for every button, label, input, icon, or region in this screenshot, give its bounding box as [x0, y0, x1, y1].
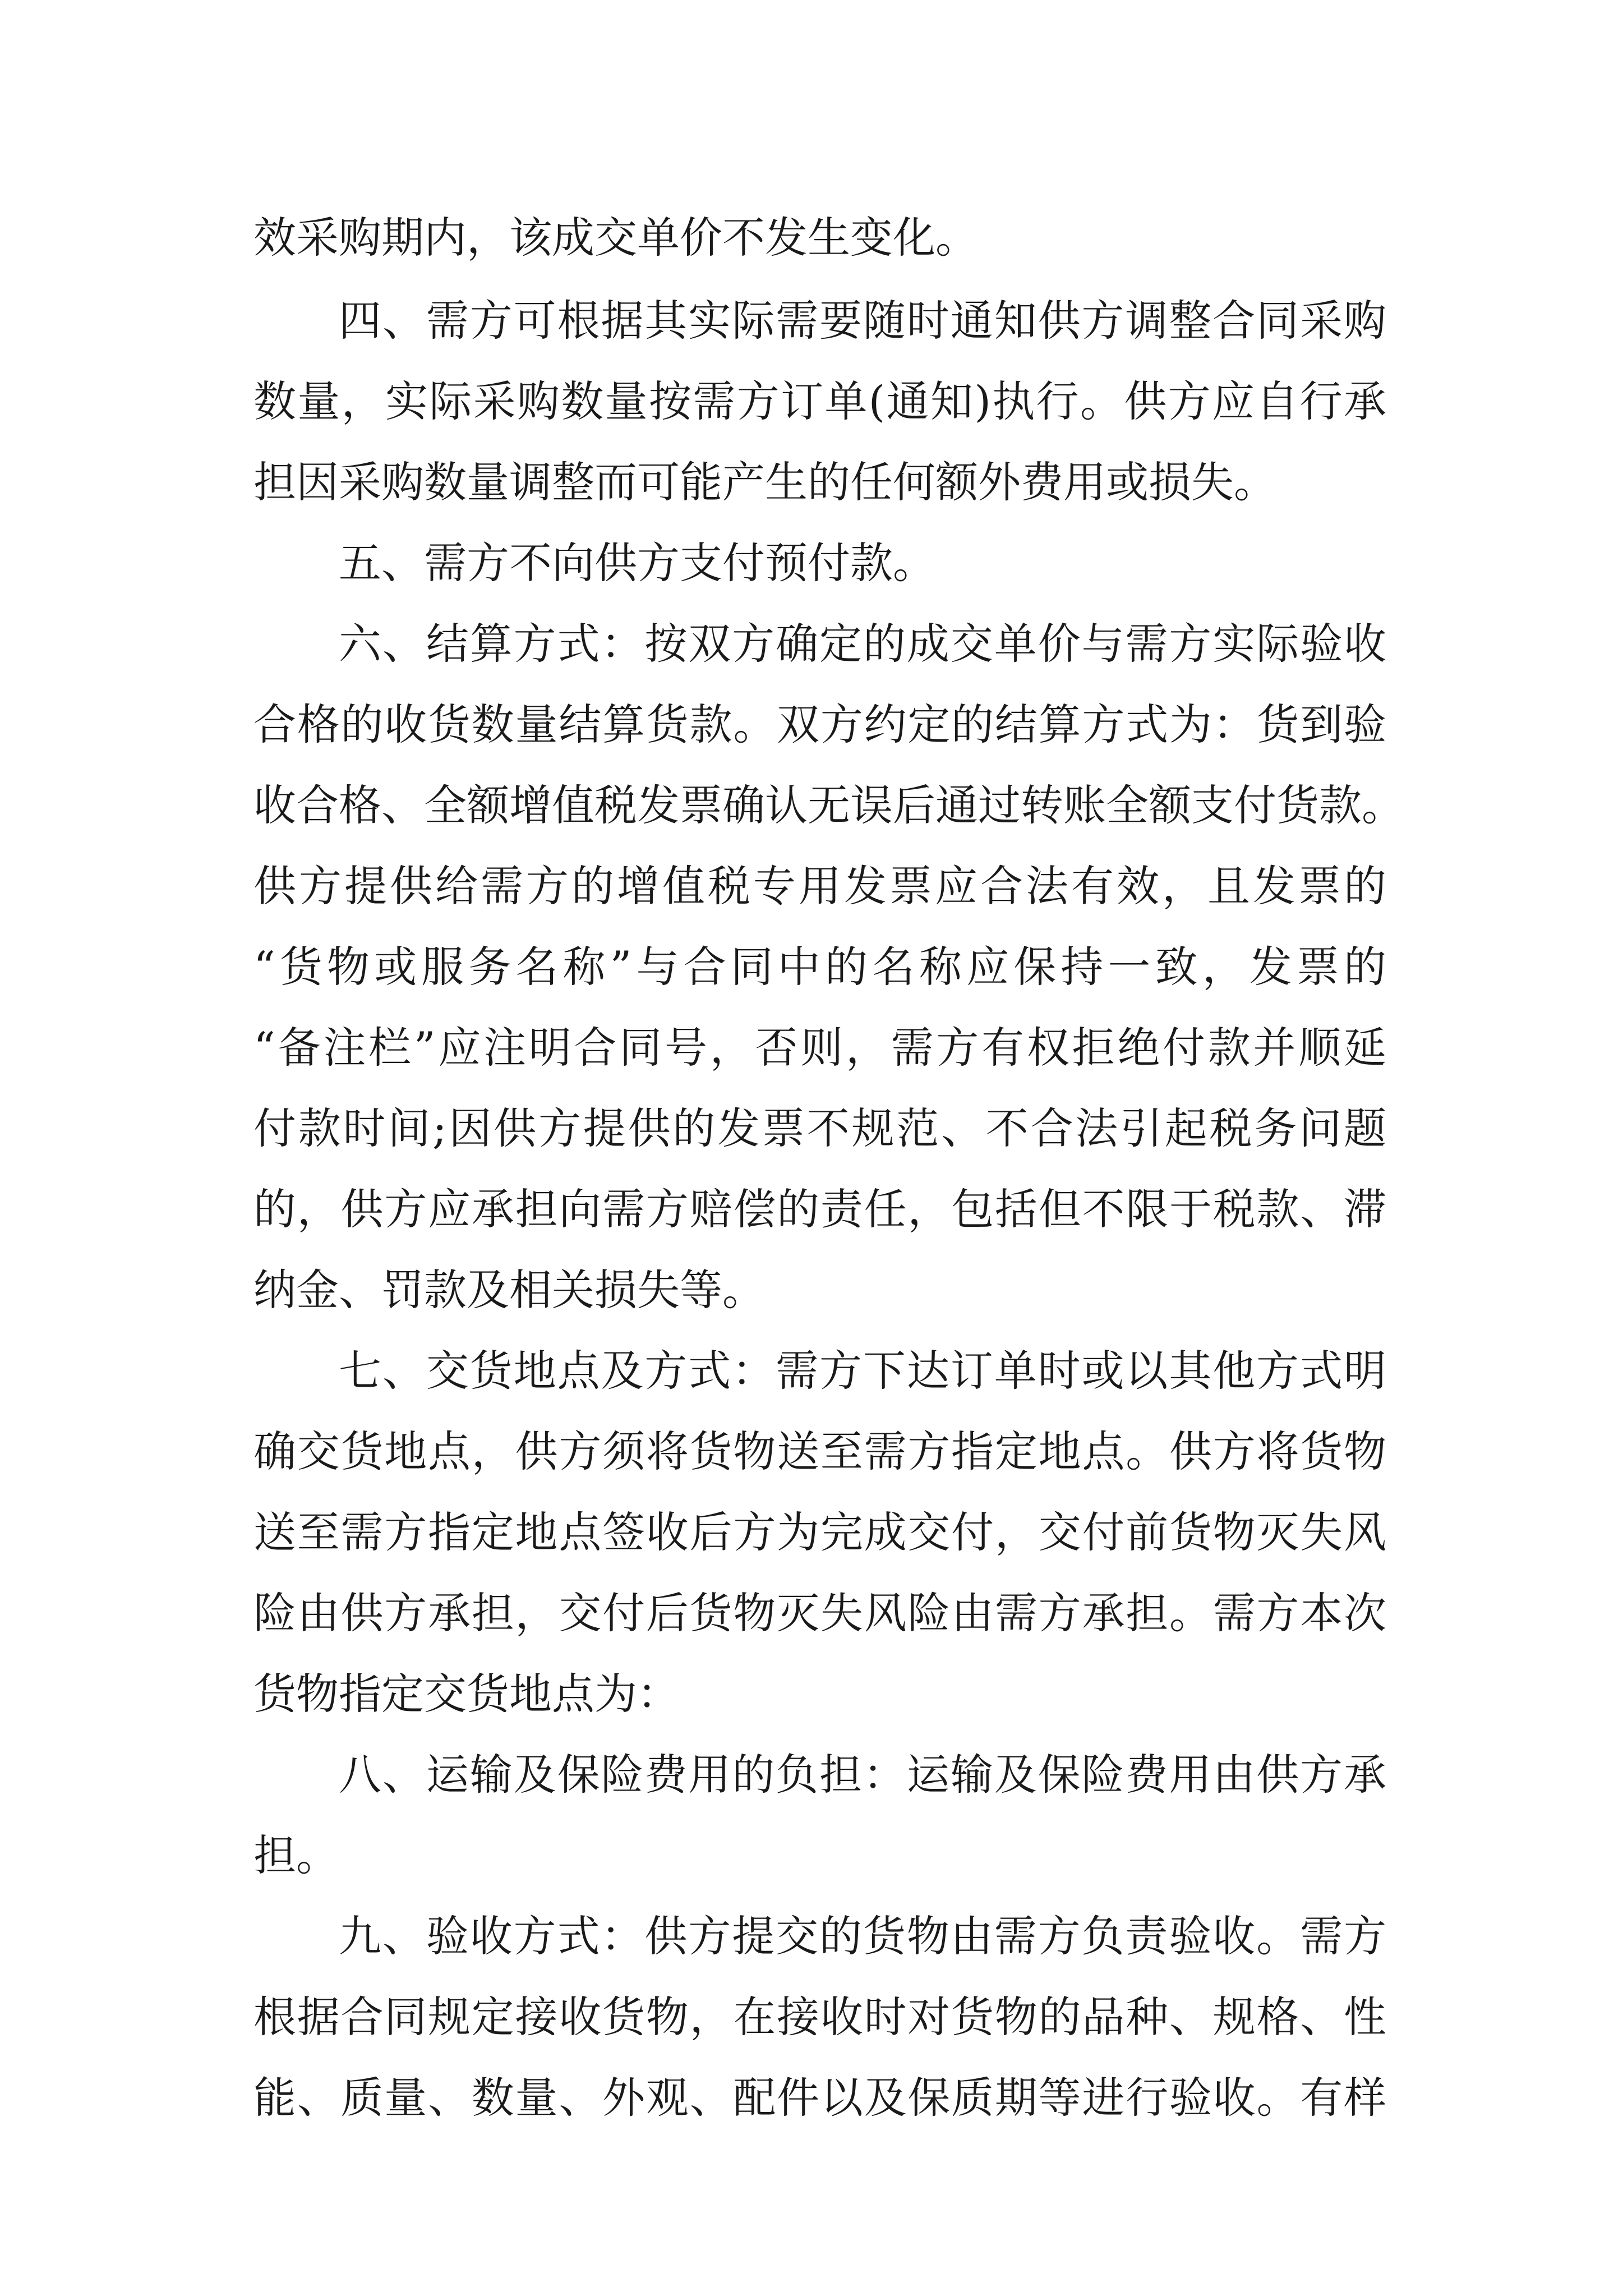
text-line: 八、运输及保险费用的负担：运输及保险费用由供方承 [339, 1750, 1386, 1800]
text-line: 收合格、全额增值税发票确认无误后通过转账全额支付货款。 [253, 780, 1404, 830]
text-line: 纳金、罚款及相关损失等。 [253, 1265, 765, 1315]
text-line: “货物或服务名称”与合同中的名称应保持一致，发票的 [253, 942, 1386, 992]
text-line: 数量，实际采购数量按需方订单(通知)执行。供方应自行承 [253, 376, 1386, 426]
text-line: 送至需方指定地点签收后方为完成交付，交付前货物灭失风 [253, 1507, 1386, 1557]
text-line: 供方提供给需方的增值税专用发票应合法有效，且发票的 [253, 861, 1386, 911]
text-line: 效采购期内，该成交单价不发生变化。 [253, 213, 978, 263]
text-line: 五、需方不向供方支付预付款。 [339, 538, 935, 588]
text-line: 付款时间;因供方提供的发票不规范、不合法引起税务问题 [253, 1103, 1386, 1153]
text-line: 货物指定交货地点为： [253, 1669, 680, 1719]
text-line: “备注栏”应注明合同号，否则，需方有权拒绝付款并顺延 [253, 1023, 1386, 1073]
text-line: 四、需方可根据其实际需要随时通知供方调整合同采购 [339, 296, 1386, 346]
text-line: 担。 [253, 1830, 339, 1880]
text-line: 七、交货地点及方式：需方下达订单时或以其他方式明 [339, 1346, 1386, 1396]
text-line: 九、验收方式：供方提交的货物由需方负责验收。需方 [339, 1911, 1386, 1961]
text-line: 担因采购数量调整而可能产生的任何额外费用或损失。 [253, 457, 1276, 507]
text-line: 六、结算方式：按双方确定的成交单价与需方实际验收 [339, 619, 1386, 669]
text-line: 根据合同规定接收货物，在接收时对货物的品种、规格、性 [253, 1992, 1386, 2042]
text-line: 确交货地点，供方须将货物送至需方指定地点。供方将货物 [253, 1427, 1386, 1476]
text-line: 的，供方应承担向需方赔偿的责任，包括但不限于税款、滞 [253, 1184, 1386, 1234]
text-line: 能、质量、数量、外观、配件以及保质期等进行验收。有样 [253, 2073, 1386, 2123]
text-line: 险由供方承担，交付后货物灭失风险由需方承担。需方本次 [253, 1588, 1386, 1638]
text-line: 合格的收货数量结算货款。双方约定的结算方式为：货到验 [253, 700, 1386, 749]
